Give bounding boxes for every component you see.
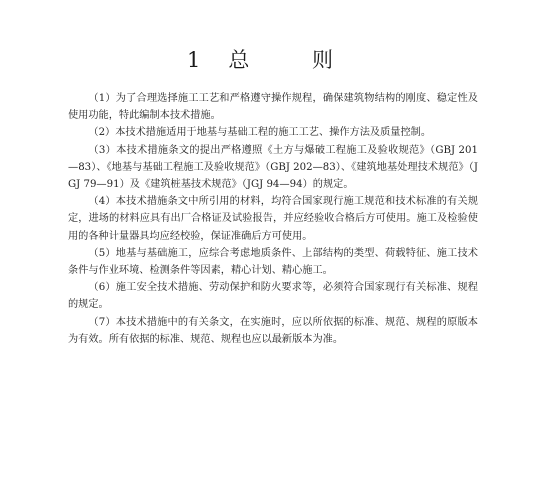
paragraph-1: （1）为了合理选择施工工艺和严格遵守操作规程，确保建筑物结构的刚度、稳定性及使用功能，特此编制本技术措施。: [68, 93, 478, 122]
chapter-heading: [0, 44, 548, 74]
chapter-title: 总 则: [228, 48, 362, 72]
paragraph-4: （4）本技术措施条文中所引用的材料，均符合国家现行施工规范和技术标准的有关规定，进场的材料应具有出厂合格证及试验报告，并应经验收合格后方可使用。施工及检验使用的各种计量器具均应经校验，保证准确后方可使用。: [68, 196, 478, 242]
chapter-body: [68, 90, 478, 348]
paragraph-6: （6）施工安全技术措施、劳动保护和防火要求等，必须符合国家现行有关标准、规程的规定。: [68, 282, 478, 311]
paragraph-3: （3）本技术措施条文的提出严格遵照《土方与爆破工程施工及验收规范》（GBJ 201—83）、《地基与基础工程施工及验收规范》（GBJ 202—83）、《建筑地基处理技术规范》（JGJ 79—91）及《建筑桩基技术规范》（JGJ 94—94）的规定。: [68, 144, 478, 191]
paragraph-2: （2）本技术措施适用于地基与基础工程的施工工艺、操作方法及质量控制。: [88, 127, 432, 139]
paragraph-5: （5）地基与基础施工，应综合考虑地质条件、上部结构的类型、荷载特征、施工技术条件与作业环境、检测条件等因素，精心计划、精心施工。: [68, 247, 478, 277]
paragraph-7: （7）本技术措施中的有关条文，在实施时，应以所依据的标准、规范、规程的原版本为有效。所有依据的标准、规范、规程也应以最新版本为准。: [68, 316, 478, 345]
chapter-number: 1: [186, 48, 203, 72]
